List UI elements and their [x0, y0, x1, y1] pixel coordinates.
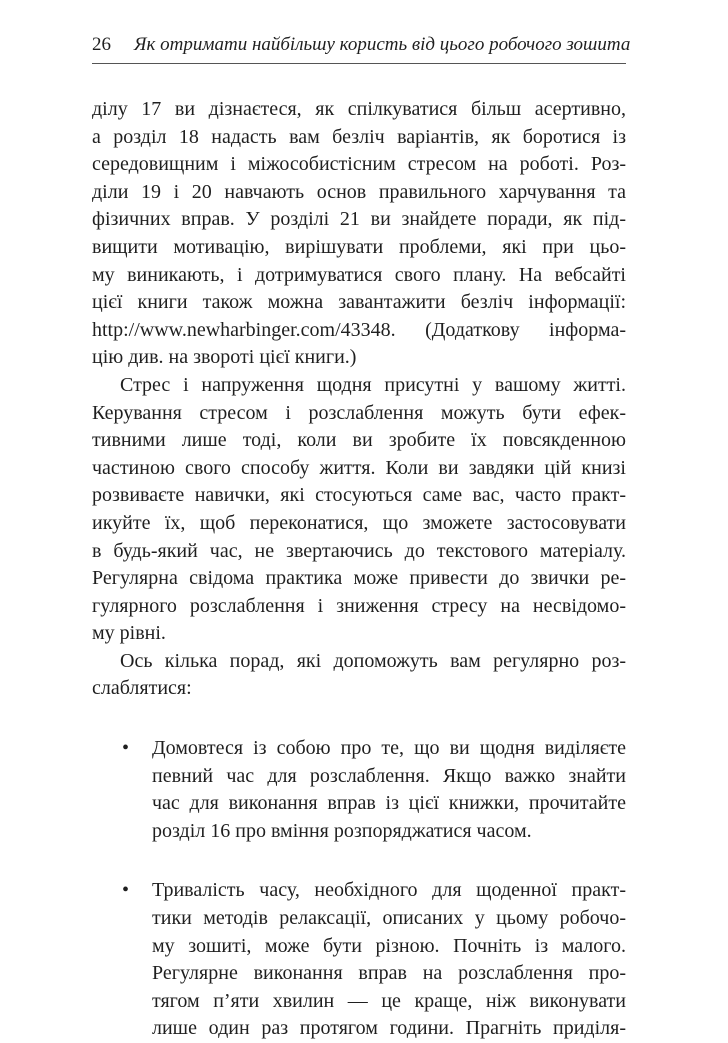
bullet-item [92, 877, 626, 1043]
text-line: в будь-який час, не звертаючись до текстового матеріалу. [92, 539, 626, 562]
text-line: середовищним і міжособистісним стресом на роботі. Роз- [92, 153, 626, 176]
bullet-icon: • [122, 737, 130, 760]
text-line: цієї книги також можна завантажити безліч інформації: [92, 291, 626, 314]
text-line: діли 19 і 20 навчають основ правильного харчування та [92, 180, 626, 203]
spacer [92, 845, 626, 877]
text-line: слаблятися: [92, 677, 192, 700]
running-header [92, 30, 631, 64]
text-line: му зошиті, може бути різною. Почніть із малого. [152, 934, 626, 957]
bullet-icon: • [122, 879, 130, 902]
text-line: розвиваєте навички, які стосуються саме вас, часто практ- [92, 484, 626, 507]
text-line: тики методів релаксації, описаних у цьому робочо- [152, 907, 626, 930]
text-line: Керування стресом і розслаблення можуть бути ефек- [92, 401, 626, 424]
paragraph [92, 96, 626, 372]
body-text [92, 96, 626, 1043]
bullet-item [92, 735, 626, 845]
text-line: розділ 16 про вміння розпоряджатися часом. [152, 819, 532, 842]
text-line: певний час для розслаблення. Якщо важко знайти [152, 764, 626, 787]
text-line: вищити мотивацію, вирішувати проблеми, які при цьо- [92, 235, 626, 258]
text-line: Тривалість часу, необхідного для щоденної практ- [152, 879, 626, 902]
paragraph [92, 372, 626, 648]
text-line: цію див. на звороті цієї книги.) [92, 346, 357, 369]
text-line: икуйте їх, щоб переконатися, що зможете застосовувати [92, 511, 626, 534]
text-line: му виникають, і дотримуватися свого плану. На вебсайті [92, 263, 626, 286]
text-line: гулярного розслаблення і зниження стресу на несвідомо- [92, 594, 626, 617]
text-line: Регулярне виконання вправ на розслаблення про- [152, 962, 626, 985]
text-line: тивними лише тоді, коли ви зробите їх повсякденною [92, 429, 626, 452]
text-line: а розділ 18 надасть вам безліч варіантів, як боротися із [92, 125, 626, 148]
text-line: Ось кілька порад, які допоможуть вам регулярно роз- [120, 649, 626, 672]
running-title: Як отримати найбільшу користь від цього робочого зошита [134, 34, 631, 55]
text-line: http://www.newharbinger.com/43348. (Додаткову інформа- [92, 318, 626, 341]
text-line: му рівні. [92, 622, 166, 645]
text-line: ділу 17 ви дізнаєтеся, як спілкуватися більш асертивно, [92, 98, 626, 120]
text-line: лише один раз протягом години. Прагніть приділя- [152, 1017, 626, 1040]
text-line: час для виконання вправ із цієї книжки, прочитайте [152, 792, 626, 815]
text-line: частиною свого способу життя. Коли ви завдяки цій книзі [92, 456, 626, 479]
text-line: тягом п’яти хвилин — це краще, ніж виконувати [152, 989, 626, 1012]
text-line: Регулярна свідома практика може привести до звички ре- [92, 567, 626, 590]
text-line: Стрес і напруження щодня присутні у вашому житті. [120, 373, 626, 396]
text-line: фізичних вправ. У розділі 21 ви знайдете поради, як під- [92, 208, 626, 231]
text-line: Домовтеся із собою про те, що ви щодня виділяєте [152, 737, 626, 760]
spacer [92, 703, 626, 735]
paragraph [92, 648, 626, 703]
page-number: 26 [92, 34, 111, 55]
